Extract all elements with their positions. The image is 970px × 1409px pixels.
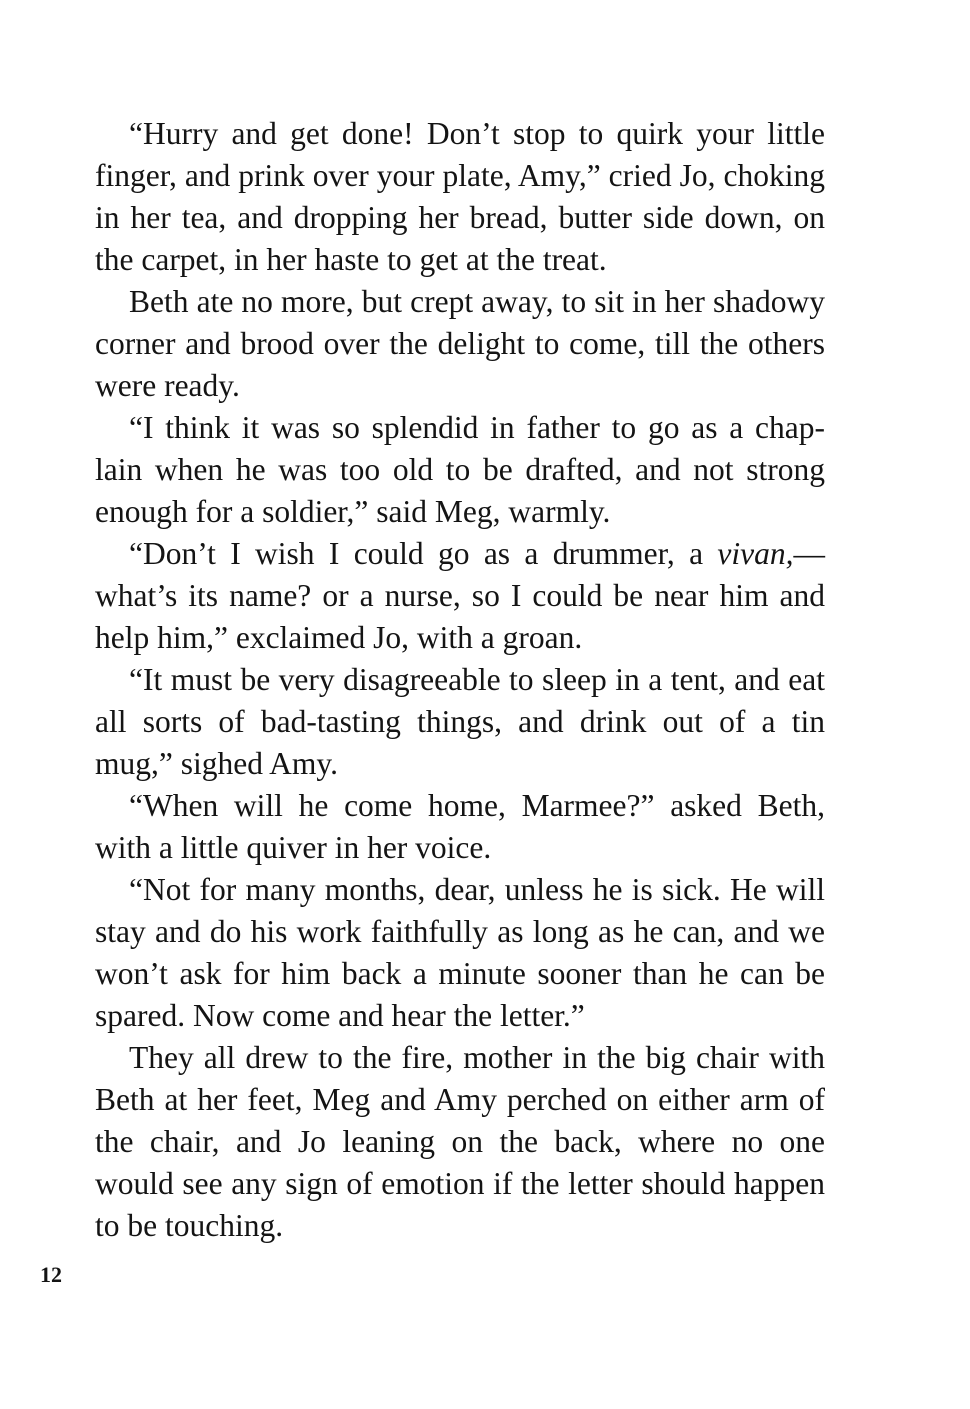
paragraph-6: “When will he come home, Marmee?” asked Beth, with a little quiver in her voice.	[95, 788, 825, 865]
paragraph-2: Beth ate no more, but crept away, to sit in her shadowy corner and brood over the delight to come, till the others were ready.	[95, 284, 825, 403]
paragraph-3: “I think it was so splendid in father to go as a chap-lain when he was too old to be drafted, and not strong enough for a soldier,” said Meg, warmly.	[95, 410, 825, 529]
paragraph-4	[95, 533, 825, 659]
body-text	[95, 113, 825, 1247]
paragraph-4-start: “Don’t I wish I could go as a drummer, a	[129, 536, 718, 571]
paragraph-7: “Not for many months, dear, unless he is sick. He will stay and do his work faithfully as long as he can, and we won’t ask for him back a minute sooner than he can be spared. Now come and hear the letter.”	[95, 872, 825, 1033]
paragraph-8: They all drew to the fire, mother in the big chair with Beth at her feet, Meg and Amy perched on either arm of the chair, and Jo leaning on the back, where no one would see any sign of emotion if the letter should happen to be touching.	[95, 1040, 825, 1243]
paragraph-4-end: —what’s its name? or a nurse, so I could be near him and help him,” exclaimed Jo, with a groan.	[95, 536, 825, 655]
paragraph-5: “It must be very disagreeable to sleep in a tent, and eat all sorts of bad-tasting things, and drink out of a tin mug,” sighed Amy.	[95, 662, 825, 781]
paragraph-1: “Hurry and get done! Don’t stop to quirk your little finger, and prink over your plate, Amy,” cried Jo, choking in her tea, and dropping her bread, butter side down, on the carpet, in her haste to get at the treat.	[95, 116, 825, 277]
paragraph-4-italic: vivan,	[717, 536, 794, 571]
page-number: 12	[40, 1262, 62, 1287]
